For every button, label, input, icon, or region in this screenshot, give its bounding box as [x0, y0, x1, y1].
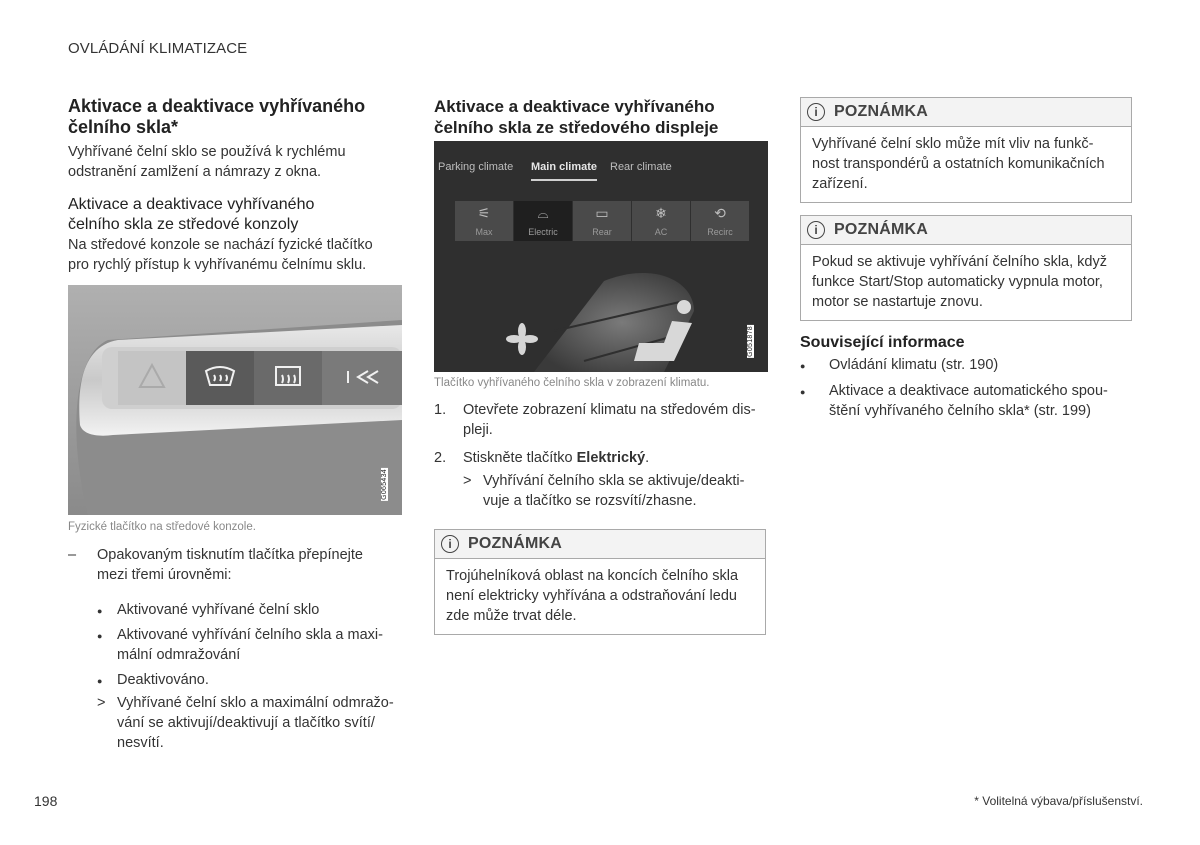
note-line: není elektricky vyhřívána a odstraňování ledu	[446, 588, 737, 604]
tab-parking-climate: Parking climate	[438, 161, 514, 173]
info-icon: i	[441, 535, 459, 553]
bullet-line: Aktivované vyhřívané čelní sklo	[117, 602, 320, 618]
bullet-mark: ●	[97, 606, 103, 616]
related-link-text[interactable]: štění vyhřívaného čelního skla* (str. 199)	[829, 403, 1091, 419]
step-suffix: .	[645, 450, 650, 466]
step-item	[434, 448, 764, 468]
note-body	[801, 245, 1131, 320]
note-line: Trojúhelníková oblast na koncích čelního skla	[446, 568, 739, 584]
tab-underline	[531, 179, 597, 181]
step-number: 1.	[434, 402, 447, 418]
result-item	[463, 471, 764, 511]
related-link[interactable]	[800, 355, 1130, 375]
ac-label: AC	[654, 227, 668, 237]
section-heading	[68, 96, 398, 138]
intro-line: odstranění zamlžení a námrazy z okna.	[68, 164, 322, 180]
note-header	[435, 530, 765, 559]
electric-defrost-button	[514, 201, 572, 241]
bullet-item	[97, 670, 398, 690]
button-name: Elektrický	[576, 450, 646, 466]
step-number: 2.	[434, 450, 447, 466]
bullet-line: Aktivované vyhřívání čelního skla a maxi-	[117, 627, 383, 643]
intro-line: Vyhřívané čelní sklo se používá k rychlému	[68, 144, 346, 160]
result-mark: >	[97, 695, 106, 711]
note-title: POZNÁMKA	[834, 221, 929, 238]
note-line: zařízení.	[812, 176, 868, 192]
image-code: G065434	[381, 469, 388, 500]
bullet-mark: ●	[800, 361, 806, 371]
max-defrost-icon: ⚟	[477, 205, 491, 221]
bullet-item	[97, 625, 398, 665]
step-item	[434, 400, 764, 440]
steps-list	[434, 400, 764, 511]
result-line: vání se aktivují/deaktivují a tlačítko svítí/	[117, 715, 375, 731]
note-header	[801, 98, 1131, 127]
column-1	[68, 96, 398, 275]
note-body	[801, 127, 1131, 202]
info-icon: i	[807, 103, 825, 121]
snowflake-icon: ❄	[655, 205, 667, 221]
note-line: funkce Start/Stop automaticky vypnula motor,	[812, 274, 1103, 290]
related-info	[800, 333, 1130, 421]
result-item	[97, 693, 398, 753]
max-defrost-button	[455, 201, 513, 241]
recirc-label: Recirc	[707, 227, 733, 237]
section-heading-2: Aktivace a deaktivace vyhřívaného čelního skla ze středového displeje	[434, 97, 719, 137]
step-line: Otevřete zobrazení klimatu na středovém dis-	[463, 402, 756, 418]
recirculation-icon: ⟲	[714, 205, 726, 221]
note-line: nost transpondérů a ostatních komunikačních	[812, 156, 1105, 172]
rear-defrost-button	[573, 201, 631, 241]
note-box	[800, 215, 1132, 321]
dash-line: mezi třemi úrovněmi:	[97, 567, 232, 583]
result-line: Vyhřívání čelního skla se aktivuje/deakti-	[483, 473, 745, 489]
recirc-button	[691, 201, 749, 241]
console-photo	[68, 285, 402, 515]
section-heading-text: Aktivace a deaktivace vyhřívaného čelního skla*	[68, 96, 366, 137]
related-heading: Související informace	[800, 334, 965, 351]
sub-text-line: Na středové konzole se nachází fyzické tlačítko	[68, 237, 373, 253]
result-line: vuje a tlačítko se rozsvítí/zhasne.	[483, 493, 697, 509]
info-icon: i	[807, 221, 825, 239]
note-line: motor se nastartuje znovu.	[812, 294, 983, 310]
note-body	[435, 559, 765, 634]
ac-button	[632, 201, 690, 241]
related-link[interactable]	[800, 381, 1130, 421]
related-link-text[interactable]: Ovládání klimatu (str. 190)	[829, 357, 999, 373]
result-line: nesvítí.	[117, 735, 164, 751]
screen-image-code: G051878	[747, 326, 754, 357]
step-text: Stiskněte tlačítko	[463, 450, 577, 466]
note-header	[801, 216, 1131, 245]
bullet-mark: ●	[97, 631, 103, 641]
screen-caption: Tlačítko vyhřívaného čelního skla v zobrazení klimatu.	[434, 377, 710, 389]
note-box	[800, 97, 1132, 203]
dash-item	[68, 545, 398, 585]
dash-mark: –	[68, 547, 77, 563]
bullet-line: mální odmražování	[117, 647, 241, 663]
column-2	[434, 96, 754, 138]
result-line: Vyhřívané čelní sklo a maximální odmražo-	[117, 695, 394, 711]
rear-window-heat-icon: ▭	[595, 205, 609, 221]
tab-rear-climate: Rear climate	[610, 161, 672, 173]
note-box	[434, 529, 766, 635]
note-line: Pokud se aktivuje vyhřívání čelního skla, když	[812, 254, 1107, 270]
note-line: Vyhřívané čelní sklo může mít vliv na funkč-	[812, 136, 1094, 152]
page-number: 198	[34, 793, 58, 809]
bullet-mark: ●	[97, 676, 103, 686]
note-line: zde může trvat déle.	[446, 608, 577, 624]
instruction-list	[68, 545, 398, 753]
bullet-line: Deaktivováno.	[117, 672, 209, 688]
note-title: POZNÁMKA	[468, 535, 563, 552]
tab-main-climate: Main climate	[531, 161, 598, 173]
chapter-header: OVLÁDÁNÍ KLIMATIZACE	[68, 40, 248, 57]
seat-illustration	[434, 251, 768, 372]
result-mark: >	[463, 473, 472, 489]
max-defrost-label: Max	[475, 227, 493, 237]
electric-defrost-label: Electric	[528, 227, 558, 237]
bullet-item	[97, 600, 398, 620]
note-title: POZNÁMKA	[834, 103, 929, 120]
bullet-list	[68, 600, 398, 753]
bullet-mark: ●	[800, 387, 806, 397]
footnote: * Volitelná výbava/příslušenství.	[974, 794, 1143, 808]
sub-text-line: pro rychlý přístup k vyhřívanému čelnímu sklu.	[68, 257, 367, 273]
rear-defrost-label: Rear	[592, 227, 612, 237]
dash-line: Opakovaným tisknutím tlačítka přepínejte	[97, 547, 363, 563]
sub-text	[68, 235, 398, 275]
related-link-text[interactable]: Aktivace a deaktivace automatického spou-	[829, 383, 1108, 399]
console-caption: Fyzické tlačítko na středové konzole.	[68, 521, 256, 533]
sub-heading: Aktivace a deaktivace vyhřívaného čelního skla ze středové konzoly	[68, 196, 315, 233]
console-illustration	[68, 285, 402, 515]
intro-text	[68, 142, 398, 182]
windshield-heat-icon: ⌓	[537, 205, 549, 221]
step-line: pleji.	[463, 422, 493, 438]
climate-screen-photo	[434, 141, 768, 372]
